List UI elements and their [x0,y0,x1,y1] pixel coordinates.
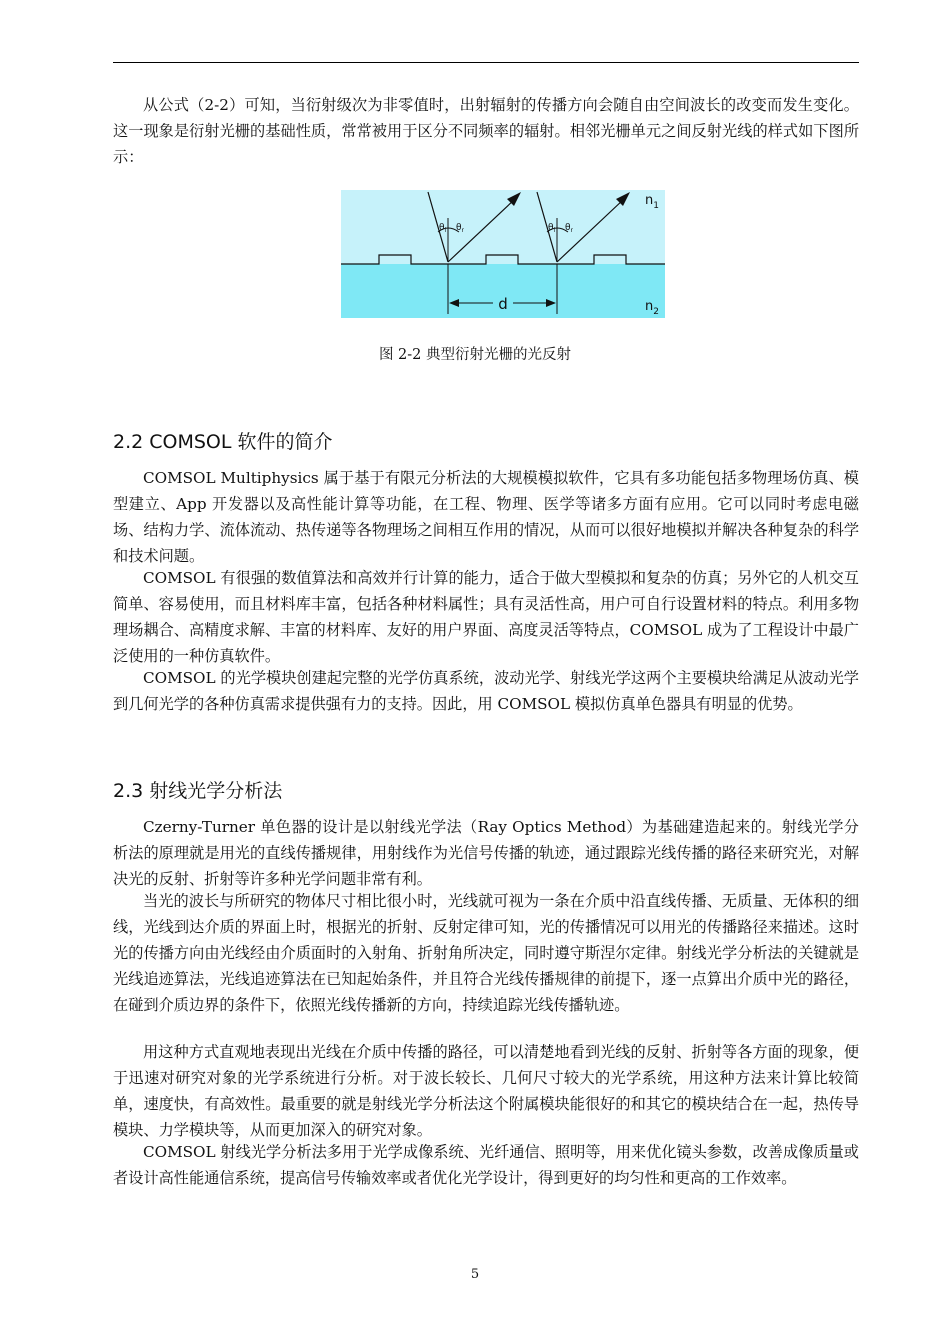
section-2-2-paragraph-3: COMSOL 的光学模块创建起完整的光学仿真系统，波动光学、射线光学这两个主要模块给满足从波动光学到几何光学的各种仿真需求提供强有力的支持。因此，用 COMSOL 模拟仿真单色器具有明显的优势。 [113,669,859,713]
page-number: 5 [470,1267,480,1282]
theta-i-label-2: $\theta_i$ [548,223,556,234]
figure-caption: 图 2-2 典型衍射光栅的光反射 [378,347,572,363]
theta-i-label-1: $\theta_i$ [439,223,447,234]
theta-r-label-1: $\theta_r$ [456,223,464,234]
section-2-2-heading: 2.2 COMSOL 软件的简介 [113,431,333,453]
n2-label: $n_2$ [645,299,659,317]
section-2-2-paragraph-1: COMSOL Multiphysics 属于基于有限元分析法的大规模模拟软件，它具有多功能包括多物理场仿真、模型建立、App 开发器以及高性能计算等功能，在工程、物理、医学等诸多方面有应用。它可以同时考虑电磁场、结构力学、流体流动、热传递等各物理场之间相互作用的情况，从而可以很好地模拟并解决各种复杂的科学和技术问题。 [113,469,859,565]
section-2-2-paragraph-2: COMSOL 有很强的数值算法和高效并行计算的能力，适合于做大型模拟和复杂的仿真；另外它的人机交互简单、容易使用，而且材料库丰富，包括各种材料属性；具有灵活性高，用户可自行设置材料的特点。利用多物理场耦合、高精度求解、丰富的材料库、友好的用户界面、高度灵活等特点，COMSOL 成为了工程设计中最广泛使用的一种仿真软件。 [113,569,859,665]
n1-label: $n_1$ [645,193,659,211]
section-2-3-heading: 2.3 射线光学分析法 [113,780,283,802]
header-rule [113,62,859,63]
intro-paragraph: 从公式（2-2）可知，当衍射级次为非零值时，出射辐射的传播方向会随自由空间波长的改变而发生变化。这一现象是衍射光栅的基础性质，常常被用于区分不同频率的辐射。相邻光栅单元之间反射光线的样式如下图所示： [113,96,859,166]
section-2-3-paragraph-2: 当光的波长与所研究的物体尺寸相比很小时，光线就可视为一条在介质中沿直线传播、无质量、无体积的细线，光线到达介质的界面上时，根据光的折射、反射定律可知，光的传播情况可以用光的传播路径来描述。这时光的传播方向由光线经由介质面时的入射角、折射角所决定，同时遵守斯涅尔定律。射线光学分析法的关键就是光线追迹算法，光线追迹算法在已知起始条件，并且符合光线传播规律的前提下，逐一点算出介质中光的路径，在碰到介质边界的条件下，依照光线传播新的方向，持续追踪光线传播轨迹。 [113,892,859,1014]
section-2-3-paragraph-4: COMSOL 射线光学分析法多用于光学成像系统、光纤通信、照明等，用来优化镜头参数，改善成像质量或者设计高性能通信系统，提高信号传输效率或者优化光学设计，得到更好的均匀性和更高的工作效率。 [113,1143,859,1187]
grating-figure [341,190,665,318]
section-2-3-paragraph-3: 用这种方式直观地表现出光线在介质中传播的路径，可以清楚地看到光线的反射、折射等各方面的现象，便于迅速对研究对象的光学系统进行分析。对于波长较长、几何尺寸较大的光学系统，用这种方法来计算比较简单，速度快，有高效性。最重要的就是射线光学分析法这个附属模块能很好的和其它的模块结合在一起，热传导模块、力学模块等，从而更加深入的研究对象。 [113,1043,859,1139]
top-medium [341,190,665,264]
period-label: d [498,295,508,313]
theta-r-label-2: $\theta_r$ [565,223,573,234]
section-2-3-paragraph-1: Czerny-Turner 单色器的设计是以射线光学法（Ray Optics Method）为基础建造起来的。射线光学分析法的原理就是用光的直线传播规律，用射线作为光信号传播的轨迹，通过跟踪光线传播的路径来研究光，对解决光的反射、折射等许多种光学问题非常有利。 [113,818,859,888]
